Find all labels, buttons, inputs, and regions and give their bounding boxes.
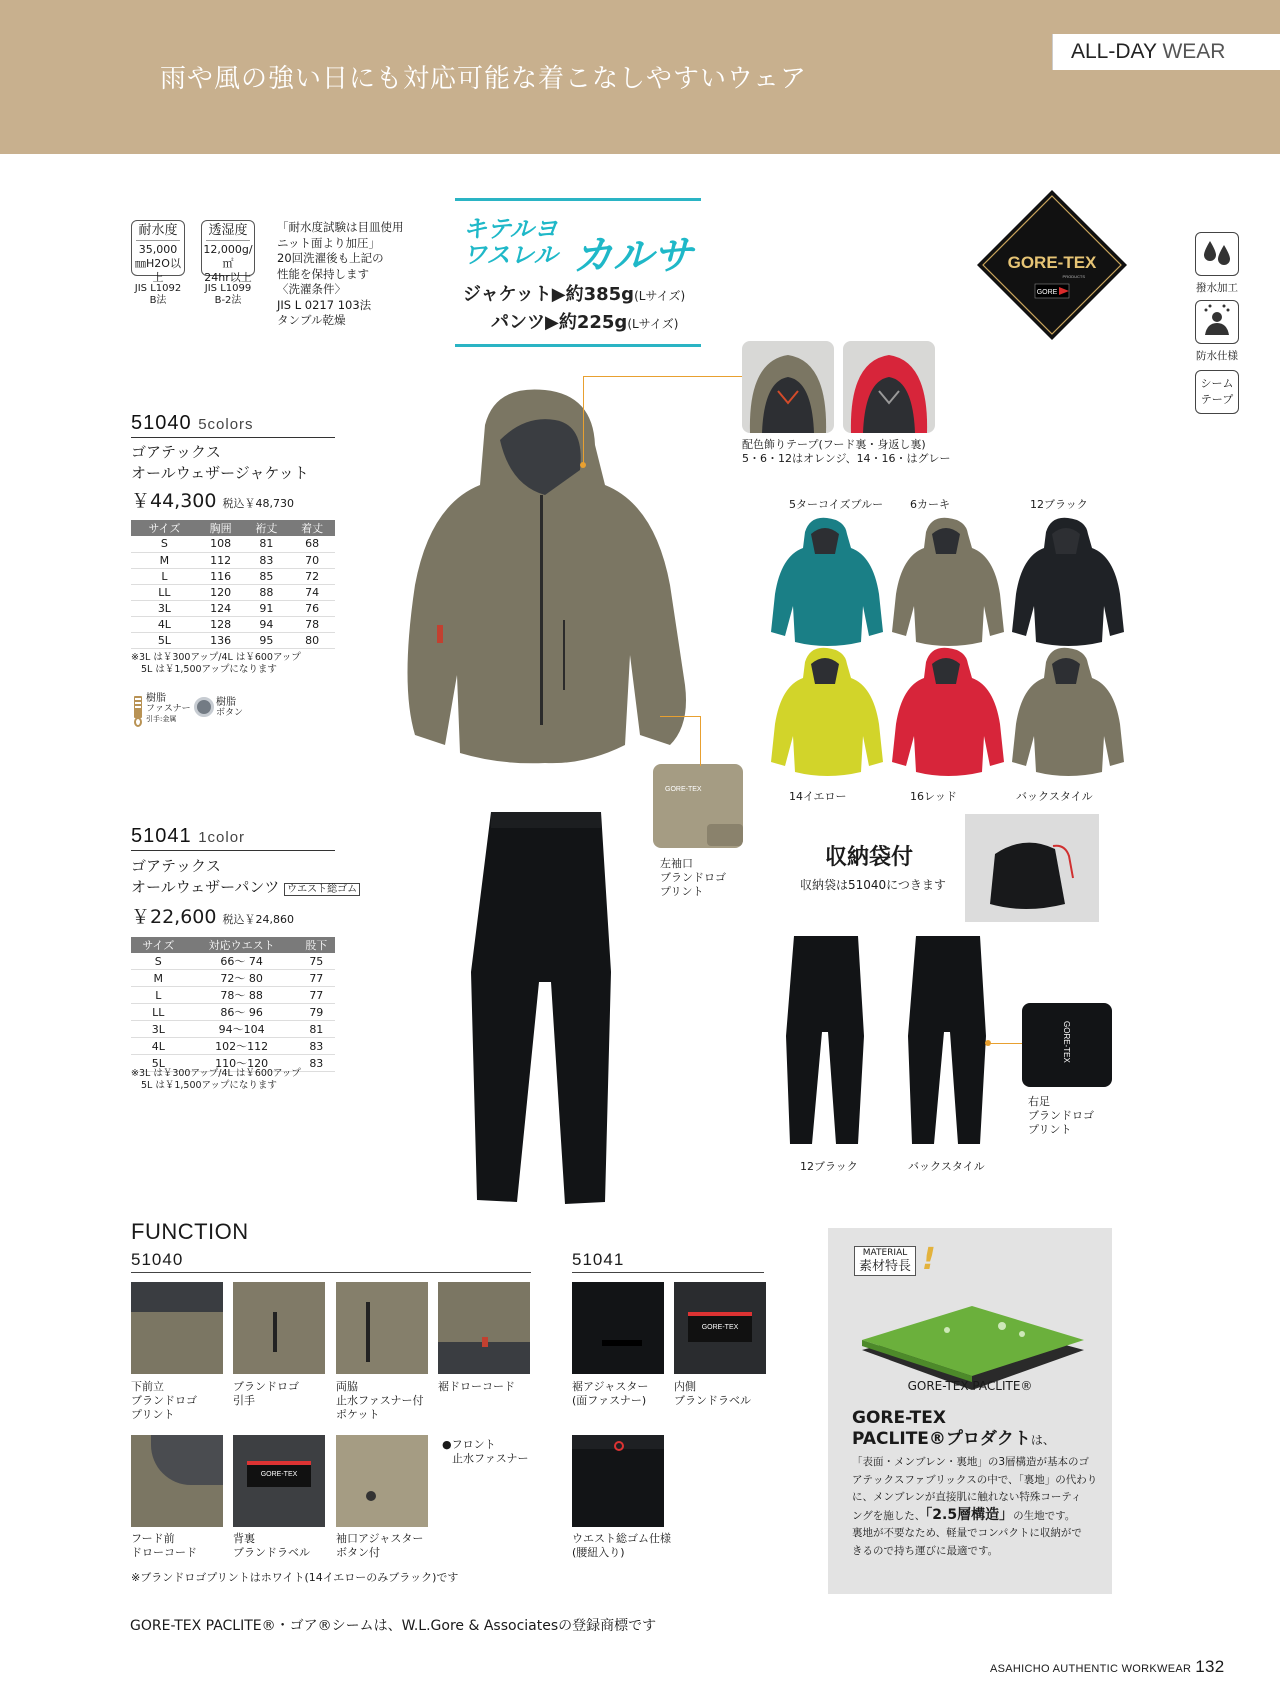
function-photo-front-placket	[131, 1282, 223, 1374]
jacket-variant-photo	[886, 644, 1010, 794]
label-logo-text: GORE-TEX	[260, 1471, 298, 1478]
function-photo-zipper-pull	[233, 1282, 325, 1374]
caption-line: ボタン付	[336, 1546, 380, 1559]
divider	[455, 344, 701, 347]
price-value: ￥22,600	[131, 906, 217, 928]
breathability-spec-box	[201, 220, 255, 284]
jacket-weight	[463, 280, 685, 306]
trademark-note: GORE-TEX PACLITE®・ゴア®シームは、W.L.Gore & Associatesの登録商標です	[130, 1618, 657, 1634]
pants-size-note	[131, 1068, 301, 1092]
note-line: 5L は￥1,500アップになります	[141, 664, 277, 675]
caption-line: 右足	[1028, 1095, 1050, 1108]
caption-line: ブランドラベル	[233, 1546, 310, 1559]
kateru-logo-text	[463, 216, 558, 268]
waterproof-spec-box	[131, 220, 185, 284]
caption-line: 5・6・12はオレンジ、14・16・はグレー	[742, 452, 951, 465]
fastener-label	[146, 694, 191, 724]
label-logo-text: GORE-TEX	[701, 1324, 739, 1331]
price-value: ￥44,300	[131, 490, 217, 512]
waterproof-icon	[1195, 300, 1239, 344]
caption-line: (腰紐入り)	[572, 1546, 625, 1559]
body-line: 「表面・メンブレン・裏地」の3層構造が基本のゴ	[852, 1456, 1089, 1468]
spec-value: 12,000g/㎡	[203, 243, 253, 270]
pouch-subtitle: 収納袋は51040につきます	[800, 878, 946, 892]
function-caption	[233, 1380, 299, 1408]
button-line: 樹脂	[216, 697, 236, 708]
table-cell: 5L	[131, 632, 198, 648]
heading-line: GORE-TEX	[852, 1408, 946, 1428]
note-line: タンブル乾燥	[277, 313, 346, 327]
water-repellent-label: 撥水加工	[1196, 282, 1238, 294]
jacket-main-photo	[385, 385, 705, 785]
sleeve-caption	[660, 857, 726, 899]
caption-line: 下前立	[131, 1380, 164, 1393]
table-row	[131, 953, 335, 970]
table-cell: 94～104	[186, 1021, 298, 1038]
button-label	[216, 697, 243, 719]
waist-cord	[614, 1441, 624, 1451]
waterproof-label: 防水仕様	[1196, 350, 1238, 362]
pants-weight	[491, 308, 678, 334]
function-photo-hem-adjuster	[572, 1282, 664, 1374]
weight-label: ジャケット▶約	[463, 284, 584, 305]
table-cell: 81	[244, 536, 290, 552]
table-cell: 83	[298, 1055, 335, 1072]
pants-price	[131, 902, 294, 929]
col-header: 股下	[298, 937, 335, 953]
note-line: ※3L は￥300アップ/4L は￥600アップ	[131, 652, 301, 663]
function-photo-cuff-adjuster	[336, 1435, 428, 1527]
std-line: B-2法	[214, 295, 242, 306]
function-caption	[233, 1532, 310, 1560]
col-header: サイズ	[131, 937, 186, 953]
jacket-variant-photo	[886, 514, 1010, 664]
function-photo-hem-cord	[438, 1282, 530, 1374]
gore-tex-logo	[975, 188, 1129, 342]
function-caption	[674, 1380, 751, 1408]
function-code-pants: 51041	[572, 1250, 764, 1273]
table-cell: 74	[289, 584, 335, 600]
caption-line: フード前	[131, 1532, 175, 1545]
material-caption: GORE-TEX PACLITE®	[907, 1379, 1033, 1393]
jacket-name	[131, 442, 309, 484]
caption-line: ブランドロゴ	[131, 1394, 197, 1407]
name-line: オールウェザーパンツ	[131, 878, 280, 896]
note-line: 20回洗濯後も上記の	[277, 251, 384, 265]
function-caption	[572, 1380, 648, 1408]
table-cell: 3L	[131, 1021, 186, 1038]
seam-tape-label: テープ	[1200, 393, 1234, 406]
pouch-photo	[965, 814, 1099, 922]
caption-line: (面ファスナー)	[572, 1394, 647, 1407]
brand-label	[688, 1312, 752, 1342]
header-band	[0, 0, 1280, 154]
table-row	[131, 552, 335, 568]
leg-logo-text: GORE-TEX	[1062, 1021, 1071, 1063]
table-cell: M	[131, 970, 186, 987]
weight-label: パンツ▶約	[491, 312, 577, 333]
heading-line: PACLITE®プロダクト	[852, 1429, 1031, 1449]
caption-line: 引手	[233, 1394, 255, 1407]
note-line: 止水ファスナー	[452, 1452, 529, 1465]
color-variant-label: 16レッド	[910, 790, 957, 803]
callout-line	[700, 716, 701, 766]
table-cell: 136	[198, 632, 244, 648]
table-cell: 79	[298, 1004, 335, 1021]
pants-front-photo	[784, 936, 868, 1148]
table-cell: LL	[131, 1004, 186, 1021]
table-cell: 95	[244, 632, 290, 648]
table-cell: 120	[198, 584, 244, 600]
body-emphasis: 「2.5層構造」	[925, 1506, 1014, 1523]
caption-line: プリント	[660, 885, 704, 898]
color-variant-label: 14イエロー	[789, 790, 847, 803]
col-header: 対応ウエスト	[186, 937, 298, 953]
table-row	[131, 970, 335, 987]
pants-back-label: バックスタイル	[908, 1160, 985, 1173]
table-cell: M	[131, 552, 198, 568]
cuff-button	[366, 1491, 376, 1501]
print-note: ※ブランドロゴプリントはホワイト(14イエローのみブラック)です	[131, 1571, 459, 1584]
weight-value: 225g	[576, 312, 628, 333]
table-cell: L	[131, 987, 186, 1004]
table-row	[131, 600, 335, 616]
pants-back-photo	[906, 936, 990, 1148]
jacket-code	[131, 412, 335, 438]
caption-line: 袖口アジャスター	[336, 1532, 424, 1545]
caption-line: ブランドロゴ	[660, 871, 726, 884]
color-variant-label: 5ターコイズブルー	[789, 498, 884, 511]
jacket-variant-photo	[1006, 644, 1130, 794]
table-header	[131, 937, 335, 953]
table-cell: 78	[289, 616, 335, 632]
body-line: の生地です。	[1013, 1509, 1076, 1522]
table-cell: 91	[244, 600, 290, 616]
gore-logo-text: GORE-TEX	[1007, 253, 1097, 272]
weight-value: 385g	[583, 284, 635, 305]
leg-caption	[1028, 1095, 1094, 1137]
caption-line: プリント	[131, 1408, 175, 1421]
spec-title: 耐水度	[136, 224, 180, 241]
function-caption	[336, 1380, 424, 1422]
price-tax: 税込￥48,730	[222, 497, 295, 510]
pants-main-photo	[455, 812, 635, 1212]
tag-line: 素材特長	[859, 1259, 912, 1274]
jacket-size-note	[131, 652, 301, 676]
callout-line	[988, 1043, 1022, 1044]
table-row	[131, 616, 335, 632]
front-zip-note	[442, 1438, 529, 1466]
col-header: 裄丈	[244, 520, 290, 536]
product-code: 51041	[131, 825, 192, 847]
table-cell: 88	[244, 584, 290, 600]
weight-size: (Lサイズ)	[634, 289, 686, 303]
caption-line: 裾アジャスター	[572, 1380, 649, 1393]
caption-line: 裾ドローコード	[438, 1380, 515, 1393]
spec-unit: ㎜H2O以上	[135, 257, 181, 284]
pants-code	[131, 825, 335, 851]
pants-name	[131, 856, 360, 900]
zipper	[273, 1312, 277, 1352]
pants-size-table	[131, 937, 335, 1072]
jacket-variant-photo	[765, 514, 889, 664]
table-row	[131, 568, 335, 584]
table-header	[131, 520, 335, 536]
color-variant-label: バックスタイル	[1016, 790, 1093, 803]
note-line: 5L は￥1,500アップになります	[141, 1080, 277, 1091]
function-code-jacket: 51040	[131, 1250, 531, 1273]
table-cell: 86～ 96	[186, 1004, 298, 1021]
table-cell: 5L	[131, 1055, 186, 1072]
body-line: きるので持ち運びに最適です。	[852, 1544, 999, 1557]
table-cell: S	[131, 953, 186, 970]
color-count: 5colors	[198, 416, 254, 433]
page-number: 132	[1195, 1657, 1225, 1676]
table-cell: 76	[289, 600, 335, 616]
table-cell: 3L	[131, 600, 198, 616]
category-label-b: WEAR	[1162, 40, 1226, 63]
spec-title: 透湿度	[206, 224, 250, 241]
spec-value: 35,000	[138, 243, 178, 256]
std-line: B法	[149, 295, 167, 306]
kateru-brand: カルサ	[573, 233, 693, 279]
page-tagline: 雨や風の強い日にも対応可能な着こなしやすいウェア	[160, 64, 807, 94]
hood-interior	[151, 1435, 223, 1485]
material-tag	[854, 1246, 916, 1276]
std-line: JIS L1092	[134, 283, 182, 294]
table-row	[131, 987, 335, 1004]
name-line: ゴアテックス	[131, 443, 221, 461]
spec-unit: 24hr以上	[204, 271, 252, 284]
table-cell: 85	[244, 568, 290, 584]
fastener-line: 引手:金属	[146, 715, 177, 723]
material-panel	[828, 1228, 1112, 1594]
table-cell: 110～120	[186, 1055, 298, 1072]
test-notes	[277, 220, 437, 329]
function-caption	[131, 1532, 197, 1560]
table-cell: 80	[289, 632, 335, 648]
gore-logo-sub: PRODUCTS	[1062, 274, 1085, 279]
brand-label	[247, 1461, 311, 1487]
person-rain-icon	[1197, 301, 1237, 341]
function-photo-waist-elastic	[572, 1435, 664, 1527]
std-line: JIS L1099	[204, 283, 252, 294]
caption-line: 配色飾りテープ(フード裏・身返し裏)	[742, 438, 926, 451]
hood-khaki-photo	[742, 341, 834, 433]
col-header: 着丈	[289, 520, 335, 536]
note-line: ※3L は￥300アップ/4L は￥600アップ	[131, 1068, 301, 1079]
gore-logo-tag: GORE	[1036, 289, 1058, 296]
exclamation-icon: !	[922, 1242, 936, 1277]
function-photo-side-pocket	[336, 1282, 428, 1374]
sleeve-logo-text: GORE-TEX	[665, 786, 702, 793]
caption-line: ブランドラベル	[674, 1394, 751, 1407]
name-line: オールウェザージャケット	[131, 464, 309, 482]
material-body	[852, 1454, 1102, 1560]
caption-line: 止水ファスナー付	[336, 1394, 424, 1407]
table-cell: 102～112	[186, 1038, 298, 1055]
category-label	[1052, 34, 1280, 70]
function-photo-back-label	[233, 1435, 325, 1527]
caption-line: プリント	[1028, 1123, 1072, 1136]
function-caption	[572, 1532, 671, 1560]
cuff	[707, 824, 743, 846]
note-line: ●フロント	[442, 1438, 496, 1451]
col-header: 胸囲	[198, 520, 244, 536]
col-header: サイズ	[131, 520, 198, 536]
table-cell: 4L	[131, 616, 198, 632]
function-caption	[438, 1380, 515, 1394]
table-row	[131, 1021, 335, 1038]
hood-interior	[131, 1282, 223, 1312]
category-label-a: ALL-DAY	[1071, 40, 1157, 63]
sleeve-logo-photo	[653, 764, 743, 848]
caption-line: ポケット	[336, 1408, 380, 1421]
pants-front-label: 12ブラック	[800, 1160, 858, 1173]
waterproof-standard	[128, 283, 188, 307]
color-variant-label: 6カーキ	[910, 498, 950, 511]
fastener-line: 樹脂	[146, 693, 166, 704]
leg-logo-photo	[1022, 1003, 1112, 1087]
body-line: ングを施した、	[852, 1509, 926, 1522]
logo-line: キテルヨ	[463, 215, 558, 243]
color-variant-label: 12ブラック	[1030, 498, 1088, 511]
table-cell: S	[131, 536, 198, 552]
seam-tape-icon	[1195, 370, 1239, 414]
table-cell: 83	[298, 1038, 335, 1055]
caption-line: 両脇	[336, 1380, 358, 1393]
table-cell: 68	[289, 536, 335, 552]
caption-line: 左袖口	[660, 857, 693, 870]
table-cell: 72～ 80	[186, 970, 298, 987]
function-caption	[336, 1532, 423, 1560]
table-cell: 112	[198, 552, 244, 568]
waist-badge: ウエスト総ゴム	[284, 883, 360, 896]
zipper-icon	[128, 694, 148, 728]
product-code: 51040	[131, 412, 192, 434]
heading-suffix: は、	[1030, 1433, 1055, 1447]
button-icon	[194, 697, 214, 717]
table-cell: L	[131, 568, 198, 584]
droplets-icon	[1197, 233, 1237, 273]
price-tax: 税込￥24,860	[222, 913, 295, 926]
breathability-standard	[198, 283, 258, 307]
table-cell: 66～ 74	[186, 953, 298, 970]
zipper	[366, 1302, 370, 1362]
pouch-title: 収納袋付	[825, 845, 914, 870]
material-heading	[852, 1408, 1055, 1451]
table-cell: 108	[198, 536, 244, 552]
weight-size: (Lサイズ)	[627, 317, 679, 331]
table-row	[131, 1004, 335, 1021]
table-cell: 72	[289, 568, 335, 584]
body-line: アテックスファブリックスの中で、「裏地」の代わり	[852, 1473, 1098, 1486]
callout-line	[583, 376, 584, 464]
table-cell: 124	[198, 600, 244, 616]
tag-line: MATERIAL	[862, 1248, 908, 1258]
seam-tape-label: シーム	[1200, 377, 1234, 390]
table-row	[131, 1038, 335, 1055]
name-line: ゴアテックス	[131, 857, 221, 875]
table-cell: LL	[131, 584, 198, 600]
caption-line: ブランドロゴ	[1028, 1109, 1094, 1122]
note-line: 性能を保持します	[277, 266, 369, 281]
fastener-line: ファスナー	[146, 704, 191, 714]
table-cell: 128	[198, 616, 244, 632]
hood-caption	[742, 438, 951, 466]
water-repellent-icon	[1195, 232, 1239, 276]
logo-line: ワスレル	[463, 241, 558, 269]
button-line: ボタン	[216, 708, 244, 718]
hood-red-photo	[843, 341, 935, 433]
body-line: 裏地が不要なため、軽量でコンパクトに収納がで	[852, 1527, 1082, 1539]
table-cell: 77	[298, 970, 335, 987]
table-cell: 116	[198, 568, 244, 584]
velcro-tab	[602, 1340, 642, 1346]
caption-line: 背裏	[233, 1532, 255, 1545]
table-cell: 75	[298, 953, 335, 970]
table-cell: 77	[298, 987, 335, 1004]
table-cell: 78～ 88	[186, 987, 298, 1004]
note-line: 「耐水度試験は目皿使用	[277, 220, 404, 234]
note-line: ニット面より加圧」	[277, 235, 381, 250]
note-line: JIS L 0217 103法	[277, 297, 372, 312]
function-photo-inner-label	[674, 1282, 766, 1374]
table-row	[131, 632, 335, 648]
page-footer	[990, 1657, 1225, 1677]
table-cell: 81	[298, 1021, 335, 1038]
caption-line: ドローコード	[131, 1546, 197, 1559]
table-cell: 70	[289, 552, 335, 568]
table-cell: 4L	[131, 1038, 186, 1055]
table-row	[131, 536, 335, 552]
color-count: 1color	[198, 829, 246, 846]
function-title: FUNCTION	[131, 1219, 249, 1244]
divider	[455, 198, 701, 201]
jacket-variant-photo	[765, 644, 889, 794]
table-cell: 94	[244, 616, 290, 632]
function-photo-hood-cord	[131, 1435, 223, 1527]
caption-line: ウエスト総ゴム仕様	[572, 1532, 671, 1545]
callout-line	[583, 376, 743, 377]
jacket-price	[131, 486, 294, 513]
footer-brand: ASAHICHO AUTHENTIC WORKWEAR	[990, 1663, 1192, 1675]
callout-line	[660, 716, 700, 717]
jacket-size-table	[131, 520, 335, 649]
function-caption	[131, 1380, 197, 1422]
kateru-logo-block	[455, 198, 701, 350]
body-line: に、メンブレンが直接肌に触れない特殊コーティ	[852, 1491, 1082, 1503]
note-line: 〈洗濯条件〉	[277, 282, 346, 296]
jacket-variant-photo	[1006, 514, 1130, 664]
cord-stopper	[482, 1337, 488, 1347]
table-cell: 83	[244, 552, 290, 568]
caption-line: ブランドロゴ	[233, 1380, 299, 1393]
table-row	[131, 584, 335, 600]
caption-line: 内側	[674, 1380, 696, 1393]
